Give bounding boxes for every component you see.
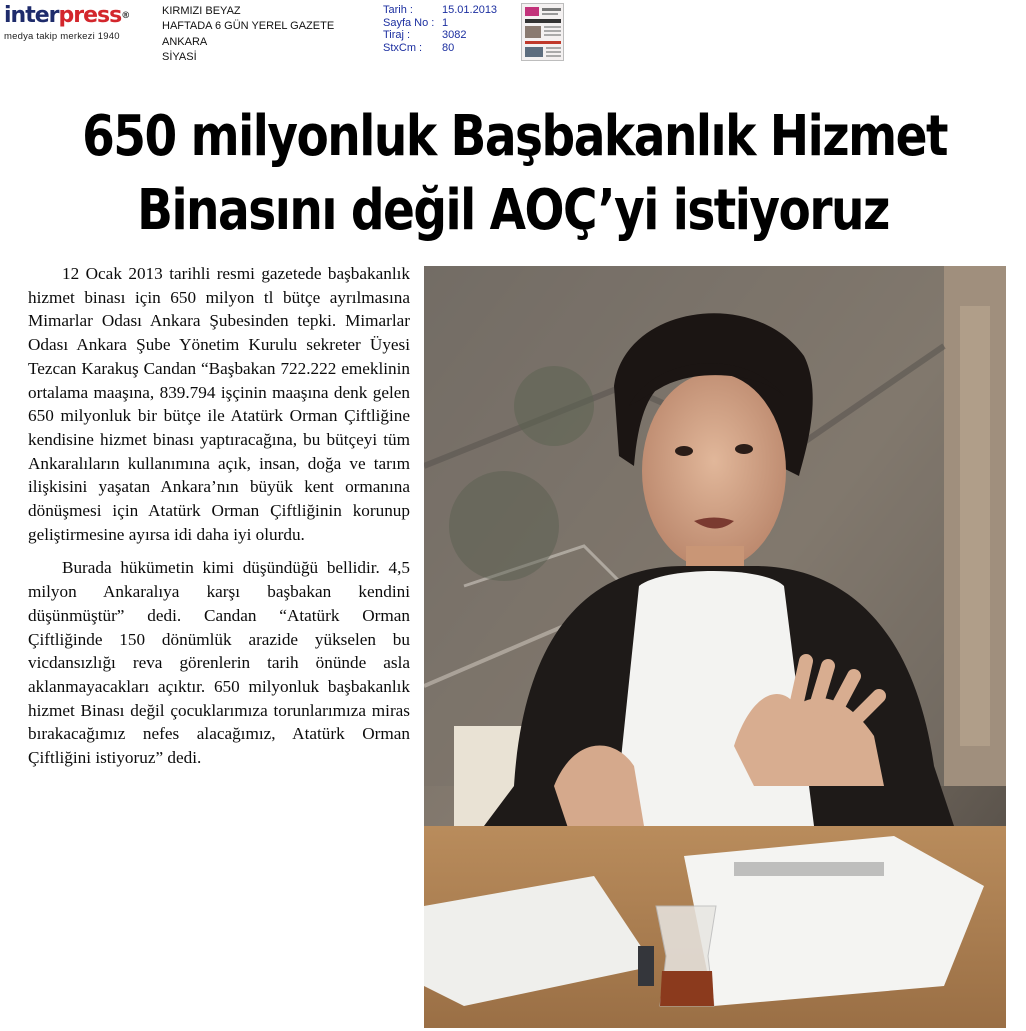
logo-tagline: medya takip merkezi 1940 [4,31,120,42]
interpress-logo: interpress® medya takip merkezi 1940 [4,4,154,52]
article-headline [82,100,947,248]
publication-frequency: HAFTADA 6 GÜN YEREL GAZETE [162,20,335,33]
meta-row-date: Tarih : 15.01.2013 [383,4,498,16]
article-body [28,262,410,780]
publication-category: SİYASİ [162,50,197,63]
meta-row-circulation: Tiraj : 3082 [383,29,467,41]
clip-header [0,0,1026,64]
publication-name: KIRMIZI BEYAZ [162,5,241,17]
clip-metadata [383,4,497,54]
article-paragraph-1: 12 Ocak 2013 tarihli resmi gazetede başbakanlık hizmet binası için 650 milyon tl bütçe ayrılmasına Mimarlar Odası Ankara Şubesinden tepki. Mimarlar Odası Ankara Şube Yönetim Kurulu sekreter Üyesi Tezcan Karakuş Candan “Başbakan 722.222 emeklinin ortalama maaşına, 839.794 işçinin maaşına denk gelen 650 milyonluk bir bütçe ile Atatürk Orman Çiftliğine kendisine hizmet binası yaptıracağına, bu bütçeyi tüm Ankaralıların kullanımına açık, insan, doğa ve tarım ilişkisini yaşatan Ankara’nın büyük kent ormanına dönüşmesi için Atatürk Orman Çiftliğinin korunup geliştirmesine ayırsa idi daha iyi olurdu. [28,264,410,544]
article-paragraph-2: Burada hükümetin kimi düşündüğü bellidir. 4,5 milyon Ankaralıya karşı başbakan kendini düşünmüştür” dedi. Candan “Atatürk Orman Çiftliğinde 150 dönümlük arazide yükselen bu vicdansızlığı reva görenlerin tarih önünde asla aklanmayacakları açıktır. 650 milyonluk başbakanlık hizmet Binası değil çocuklarımıza torunlarımıza miras bırakacağımız nefes alacağımız, Atatürk Orman Çiftliğini istiyoruz” dedi. [28,558,410,768]
publication-city: ANKARA [162,35,208,48]
publication-info [162,4,334,65]
woman-speaking-photo [424,266,1006,1028]
meta-row-stxcm: StxCm : 80 [383,41,455,54]
headline-line-2: Binasını değil AOÇ’yi istiyoruz [137,178,889,243]
headline-line-1: 650 milyonluk Başbakanlık Hizmet [82,104,947,169]
meta-row-page: Sayfa No : 1 [383,16,449,29]
newspaper-page-thumbnail-icon[interactable] [521,3,564,61]
